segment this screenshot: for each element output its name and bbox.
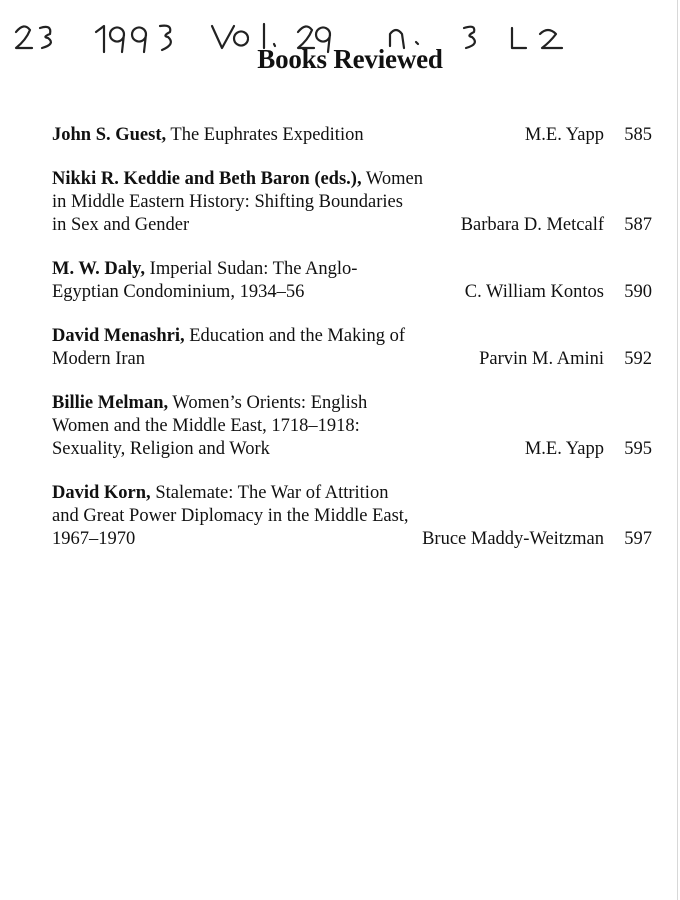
book-title-line: in Middle Eastern History: Shifting Boundaries — [52, 192, 403, 212]
book-title-line: Women — [365, 169, 423, 189]
book-title-line: Modern Iran — [52, 349, 145, 369]
review-meta — [465, 281, 652, 304]
page-number: 597 — [624, 529, 652, 549]
book-title-line: Education and the Making of — [189, 326, 405, 346]
book-author: David Korn, — [52, 483, 151, 503]
page-number: 595 — [624, 439, 652, 459]
review-meta — [422, 528, 652, 551]
book-title-line: Egyptian Condominium, 1934–56 — [52, 282, 305, 302]
book-title-line: and Great Power Diplomacy in the Middle East, — [52, 506, 409, 526]
entry-line — [52, 482, 652, 505]
book-title-line: Sexuality, Religion and Work — [52, 439, 270, 459]
reviewer-name: Bruce Maddy-Weitzman — [422, 529, 604, 549]
review-meta — [479, 348, 652, 371]
review-entry — [52, 258, 652, 304]
book-title-line: Imperial Sudan: The Anglo- — [149, 259, 358, 279]
page-title: Books Reviewed — [257, 44, 443, 74]
review-meta — [461, 214, 652, 237]
review-meta — [525, 438, 652, 461]
review-entry — [52, 392, 652, 461]
book-title-line: Women and the Middle East, 1718–1918: — [52, 416, 360, 436]
book-author: John S. Guest, — [52, 125, 167, 145]
reviewer-name: Barbara D. Metcalf — [460, 215, 604, 235]
page-number: 590 — [624, 282, 652, 302]
review-entry — [52, 325, 652, 371]
book-title-line: Women’s Orients: English — [172, 393, 368, 413]
page-number: 592 — [624, 349, 652, 369]
review-meta — [525, 124, 652, 147]
book-author: M. W. Daly, — [52, 259, 146, 279]
page-number: 585 — [624, 125, 652, 145]
review-entry — [52, 482, 652, 551]
reviewer-name: C. William Kontos — [464, 282, 604, 302]
reviewer-name: Parvin M. Amini — [479, 349, 604, 369]
reviewer-name: M.E. Yapp — [524, 439, 604, 459]
entry-line — [52, 258, 652, 281]
entry-line — [52, 325, 652, 348]
book-author: David Menashri, — [52, 326, 185, 346]
book-title-line: The Euphrates Expedition — [170, 125, 364, 145]
review-entry — [52, 124, 652, 147]
book-title-line: Stalemate: The War of Attrition — [155, 483, 389, 503]
reviewer-name: M.E. Yapp — [524, 125, 604, 145]
book-author: Nikki R. Keddie and Beth Baron (eds.), — [52, 169, 362, 189]
book-title-line: 1967–1970 — [52, 529, 136, 549]
entry-line — [52, 168, 652, 191]
scan-edge-line — [677, 0, 678, 900]
page-number: 587 — [624, 215, 652, 235]
review-list — [52, 124, 652, 572]
book-title-line: in Sex and Gender — [52, 215, 190, 235]
book-author: Billie Melman, — [52, 393, 169, 413]
review-entry — [52, 168, 652, 237]
entry-line — [52, 392, 652, 415]
